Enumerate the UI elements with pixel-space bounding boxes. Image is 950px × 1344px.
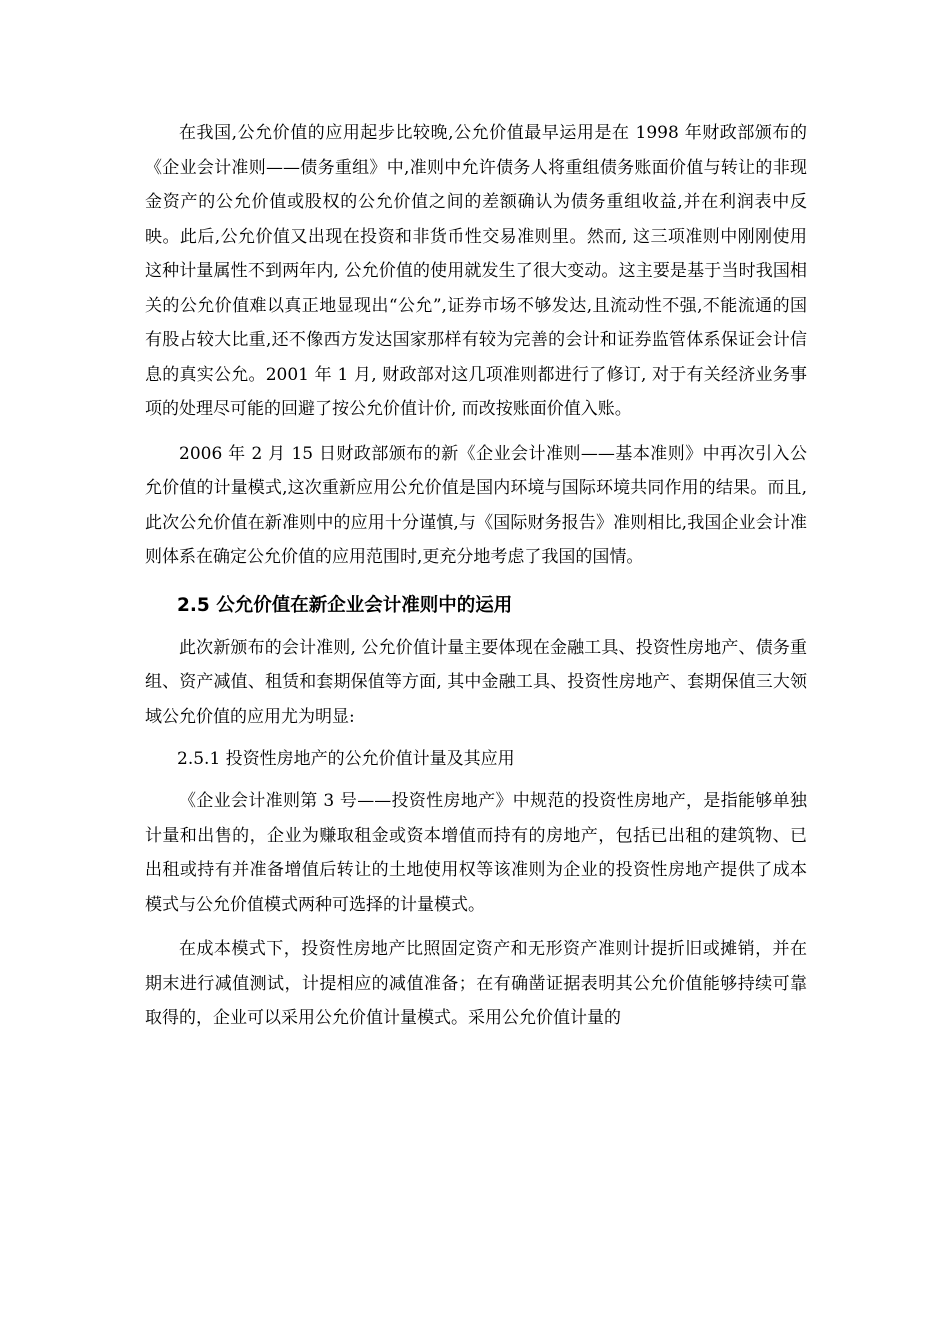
paragraph-fair-value-history: 在我国,公允价值的应用起步比较晚,公允价值最早运用是在 1998 年财政部颁布的《企业会计准则——债务重组》中,准则中允许债务人将重组债务账面价值与转让的非现金资产的公允价值或股权的公允价值之间的差额确认为债务重组收益,并在利润表中反映。此后,公允价值又出现在投资和非货币性交易准则里。然而, 这三项准则中刚刚使用这种计量属性不到两年内, 公允价值的使用就发生了很大变动。这主要是基于当时我国相关的公允价值难以真正地显现出“公允”,证券市场不够发达,且流动性不强,不能流通的国有股占较大比重,还不像西方发达国家那样有较为完善的会计和证券监管体系保证会计信息的真实公允。2001 年 1 月, 财政部对这几项准则都进行了修订, 对于有关经济业务事项的处理尽可能的回避了按公允价值计价, 而改按账面价值入账。 xyxy=(145,123,807,419)
section-heading-2-5-1: 2.5.1 投资性房地产的公允价值计量及其应用 xyxy=(177,749,515,769)
paragraph-investment-property-definition: 《企业会计准则第 3 号——投资性房地产》中规范的投资性房地产，是指能够单独计量和出售的，企业为赚取租金或资本增值而持有的房地产，包括已出租的建筑物、已出租或持有并准备增值后转让的土地使用权等该准则为企业的投资性房地产提供了成本模式与公允价值模式两种可选择的计量模式。 xyxy=(145,791,807,915)
document-page xyxy=(145,116,807,1036)
paragraph-cost-model: 在成本模式下，投资性房地产比照固定资产和无形资产准则计提折旧或摊销，并在期末进行减值测试，计提相应的减值准备；在有确凿证据表明其公允价值能够持续可靠取得的，企业可以采用公允价值计量模式。采用公允价值计量的 xyxy=(145,939,807,1028)
paragraph-2006-new-standards: 2006 年 2 月 15 日财政部颁布的新《企业会计准则——基本准则》中再次引入公允价值的计量模式,这次重新应用公允价值是国内环境与国际环境共同作用的结果。而且,此次公允价值在新准则中的应用十分谨慎,与《国际财务报告》准则相比,我国企业会计准则体系在确定公允价值的应用范围时,更充分地考虑了我国的国情。 xyxy=(145,443,807,567)
paragraph-application-areas: 此次新颁布的会计准则, 公允价值计量主要体现在金融工具、投资性房地产、债务重组、资产减值、租赁和套期保值等方面, 其中金融工具、投资性房地产、套期保值三大领域公允价值的应用尤为明显: xyxy=(145,637,807,727)
section-heading-2-5: 2.5 公允价值在新企业会计准则中的运用 xyxy=(177,594,513,616)
